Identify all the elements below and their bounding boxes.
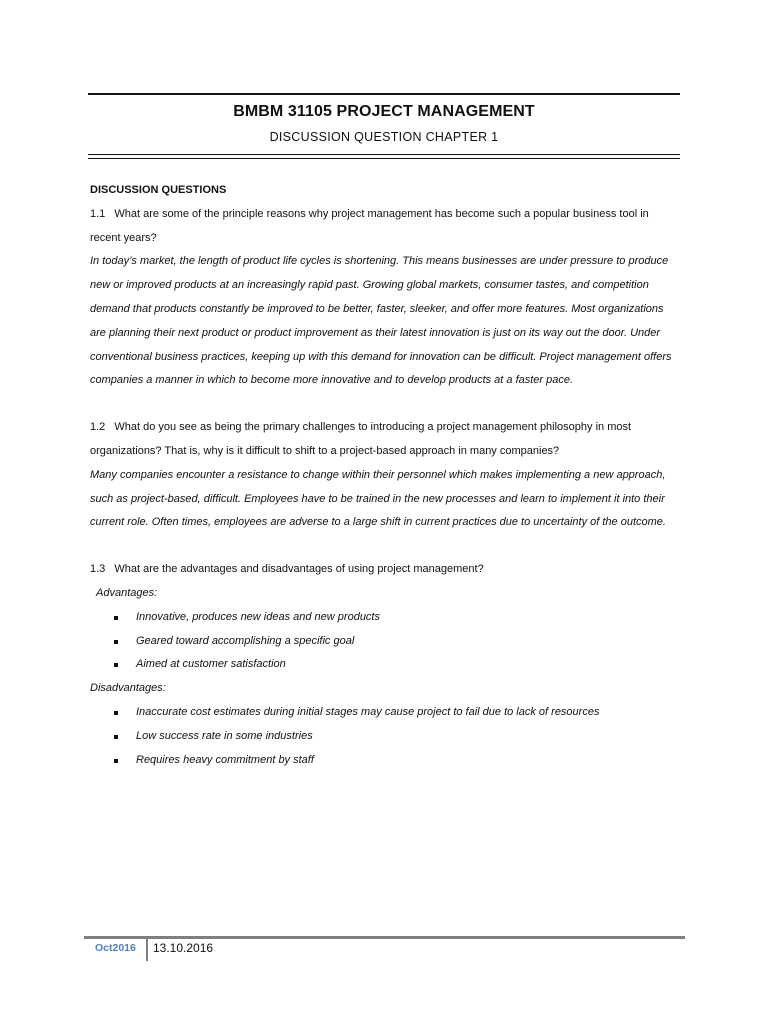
document-header [88,93,680,159]
list-item: Aimed at customer satisfaction [90,653,680,677]
bullet-square-icon [114,711,118,715]
header-double-rule [88,154,680,159]
list-item: Innovative, produces new ideas and new products [90,606,680,630]
footer-rule [84,936,685,939]
question-1-3 [90,558,680,582]
question-text: What are some of the principle reasons why project management has become such a popular business tool in recent years? [90,207,649,244]
document-title: BMBM 31105 PROJECT MANAGEMENT [233,103,535,120]
disadvantages-list [90,701,680,772]
question-1-2 [90,416,680,464]
bullet-square-icon [114,759,118,763]
advantages-label: Advantages: [96,586,158,599]
section-title: DISCUSSION QUESTIONS [90,184,227,196]
disadvantages-label: Disadvantages: [90,682,166,695]
list-item: Requires heavy commitment by staff [90,749,680,773]
footer-date: 13.10.2016 [153,941,214,955]
question-number: 1.3 [90,563,106,576]
header-top-rule [88,93,680,95]
question-number: 1.2 [90,421,106,434]
question-1-1 [90,203,680,251]
list-item: Inaccurate cost estimates during initial stages may cause project to fail due to lack of resources [90,701,680,725]
answer-1-1: In today’s market, the length of product life cycles is shortening. This means businesses are under pressure to produce new or improved products at an increasingly rapid past. Growing global markets, consumer tastes, and competition demand that products constantly be improved to be better, faster, sleeker, and offer more features. Most organizations are planning their next product or product improvement as their latest innovation is just on its way out the door. Under conventional business practices, keeping up with this demand for innovation can be difficult. Project management offers companies a manner in which to become more innovative and to develop products at a faster pace. [90,255,672,387]
list-item: Geared toward accomplishing a specific goal [90,630,680,654]
bullet-square-icon [114,663,118,667]
footer-separator [146,939,148,961]
question-number: 1.1 [90,207,106,220]
document-subtitle: DISCUSSION QUESTION CHAPTER 1 [269,130,499,144]
bullet-square-icon [114,735,118,739]
advantages-list [90,606,680,677]
list-item: Low success rate in some industries [90,725,680,749]
bullet-square-icon [114,640,118,644]
question-text: What are the advantages and disadvantages of using project management? [114,563,484,576]
document-body [90,179,680,772]
question-text: What do you see as being the primary challenges to introducing a project management philosophy in most organizations? That is, why is it difficult to shift to a project-based approach in many companies? [90,421,632,457]
answer-1-2: Many companies encounter a resistance to change within their personnel which makes implementing a new approach, such as project-based, difficult. Employees have to be trained in the new processes and learn to implement it into their current role. Often times, employees are adverse to a large shift in current practices due to uncertainty of the outcome. [90,468,666,529]
footer-month: Oct2016 [95,942,136,954]
bullet-square-icon [114,616,118,620]
